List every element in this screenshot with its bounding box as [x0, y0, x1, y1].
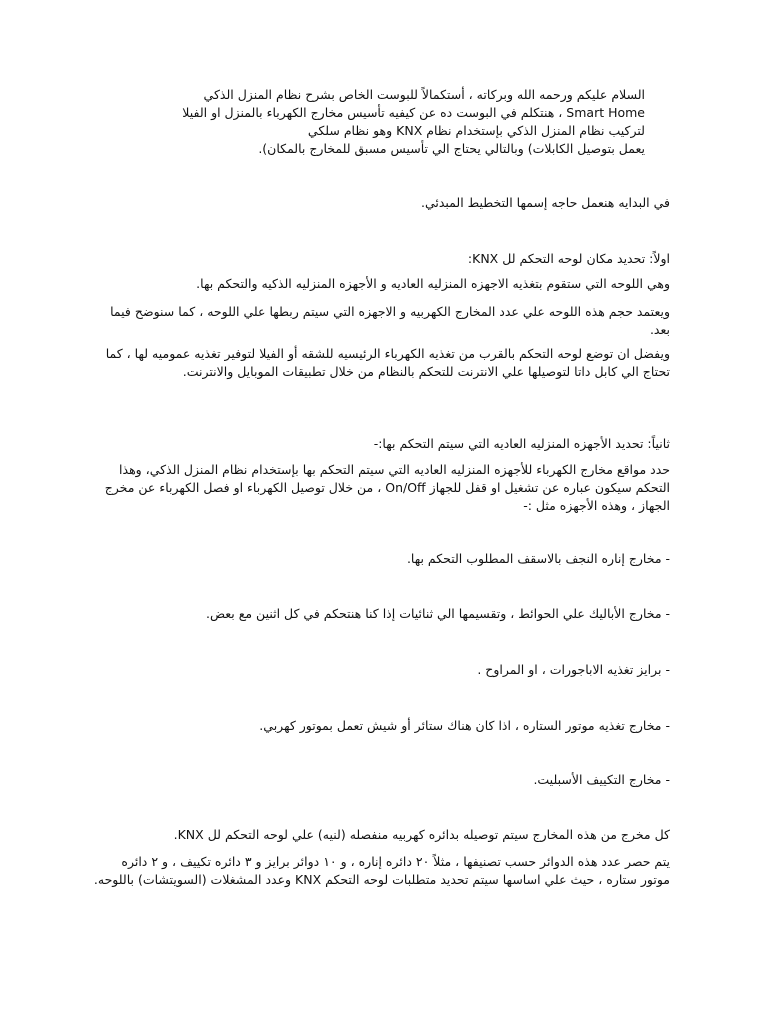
first-paragraph-2: ويعتمد حجم هذه اللوحه علي عدد المخارج الكهربيه و الاجهزه التي سيتم ربطها علي اللوحه ، كما سنوضح فيما بعد. — [110, 304, 670, 337]
list-item: - مخارج الأباليك علي الحوائط ، وتقسيمها الي ثنائيات إذا كنا هنتحكم في كل اثنين مع بعض. — [205, 606, 670, 621]
start-line: في البدايه هنعمل حاجه إسمها التخطيط المبدئي. — [420, 195, 670, 210]
third-paragraph-1: كل مخرج من هذه المخارج سيتم توصيله بدائره كهربيه منفصله (لنيه) علي لوحه التحكم لل KNX. — [173, 827, 670, 842]
second-paragraph: حدد مواقع مخارج الكهرباء للأجهزه المنزليه العاديه التي سيتم التحكم بها بإستخدام نظام المنزل الذكي، وهذا التحكم سيكون عباره عن تشغيل او قفل للجهاز On/Off ، من خلال توصيل الكهرباء او فصل الكهرباء عن مخرج الجهاز ، وهذه الأجهزه مثل :- — [104, 462, 670, 513]
list-item: - مخارج إناره النجف بالاسقف المطلوب التحكم بها. — [406, 551, 670, 566]
first-paragraph-3: ويفضل ان توضع لوحه التحكم بالقرب من تغذيه الكهرباء الرئيسيه للشقه أو الفيلا لتوفير تغذيه عموميه لها ، كما تحتاج الي كابل داتا لتوصيلها علي الانترنت للتحكم بالنظام من خلال تطبيقات الموبايل والانترنت. — [105, 346, 670, 379]
list-item: - برايز تغذيه الاباجورات ، او المراوح . — [477, 662, 670, 677]
third-paragraph-2: يتم حصر عدد هذه الدوائر حسب تصنيفها ، مثلاً ٢٠ دائره إناره ، و ١٠ دوائر برايز و ٣ دائره تكييف ، و ٢ دائره موتور ستاره ، حيث علي اساسها سيتم تحديد متطلبات لوحه التحكم KNX وعدد المشغلات (السويتشات) باللوحه. — [93, 854, 670, 887]
list-item: - مخارج التكييف الأسبليت. — [533, 772, 670, 787]
second-heading: ثانياً: تحديد الأجهزه المنزليه العاديه التي سيتم التحكم بها:- — [373, 436, 670, 451]
first-paragraph-1: وهي اللوحه التي ستقوم بتغذيه الاجهزه المنزليه العاديه و الأجهزه المنزليه الذكيه والتحكم بها. — [196, 276, 670, 291]
intro-paragraph: السلام عليكم ورحمه الله وبركاته ، أستكمالاً للبوست الخاص بشرح نظام المنزل الذكي Smart Home ، هنتكلم في البوست ده عن كيفيه تأسيس مخارج الكهرباء بالمنزل او الفيلا لتركيب نظام المنزل الذكي بإستخدام نظام KNX وهو نظام سلكي يعمل بتوصيل الكابلات) وبالتالي يحتاج الي تأسيس مسبق للمخارج بالمكان). — [182, 87, 645, 156]
first-heading: اولاً: تحديد مكان لوحه التحكم لل KNX: — [467, 251, 670, 266]
list-item: - مخارج تغذيه موتور الستاره ، اذا كان هناك ستائر أو شيش تعمل بموتور كهربي. — [259, 718, 670, 733]
